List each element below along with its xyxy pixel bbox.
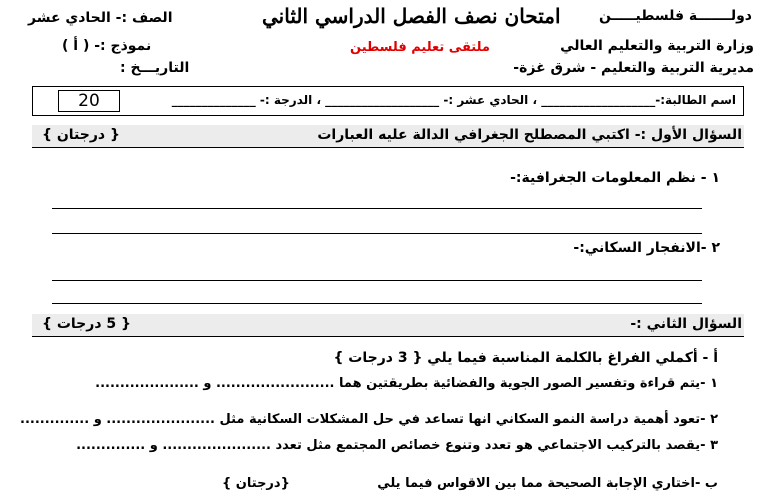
- grade-label: الصف :- الحادي عشر: [28, 10, 173, 26]
- total-score-box: 20: [58, 90, 120, 112]
- model-label: نموذج :- ( أ ): [62, 38, 152, 54]
- q2-item-3: ٣ -يقصد بالتركيب الاجتماعي هو تعدد وتنوع خصائص المجتمع مثل تعدد ...................... و ..............: [76, 438, 718, 453]
- q1-item-1: ١ - نظم المعلومات الجغرافية:-: [510, 170, 720, 186]
- state-label: دولـــــــة فلسطيـــــن: [598, 8, 752, 24]
- q2-part-b-marks: {درجتان }: [222, 476, 290, 491]
- ministry-label: وزارة التربية والتعليم العالي: [560, 38, 754, 54]
- date-label: التاريـــخ :: [120, 60, 190, 76]
- q1-marks: { درجتان }: [42, 127, 120, 143]
- answer-line[interactable]: [52, 280, 702, 281]
- q2-item-1: ١ -يتم قراءة وتفسير الصور الجوية والفضائية بطريقتين هما ........................ و .....................: [95, 376, 718, 391]
- q1-item-2: ٢ -الانفجار السكاني:-: [573, 240, 720, 256]
- q2-item-2: ٢ -تعود أهمية دراسة النمو السكاني انها تساعد في حل المشكلات السكانية مثل ...................... و ..............: [20, 412, 718, 427]
- q2-part-a: أ - أكملي الفراغ بالكلمة المناسبة فيما يلي { 3 درجات }: [333, 350, 718, 366]
- watermark-label: ملتقى تعليم فلسطين: [350, 40, 490, 55]
- q1-title: السؤال الأول :- اكتبي المصطلح الجغرافي الدالة عليه العبارات: [317, 127, 742, 143]
- q2-title: السؤال الثاني :-: [630, 316, 742, 332]
- exam-title: امتحان نصف الفصل الدراسي الثاني: [262, 4, 561, 28]
- answer-line[interactable]: [52, 208, 702, 209]
- q2-part-b: ب -اختاري الإجابة الصحيحة مما بين الاقواس فيما يلي: [377, 476, 718, 491]
- answer-line[interactable]: [52, 233, 702, 234]
- answer-line[interactable]: [52, 303, 702, 304]
- q2-marks: { 5 درجات }: [42, 316, 131, 332]
- student-info-line: اسم الطالبة:-___________________ ، الحادي عشر :- ___________________ ، الدرجة :- ______________: [171, 93, 736, 107]
- directorate-label: مديرية التربية والتعليم - شرق غزة-: [513, 60, 754, 76]
